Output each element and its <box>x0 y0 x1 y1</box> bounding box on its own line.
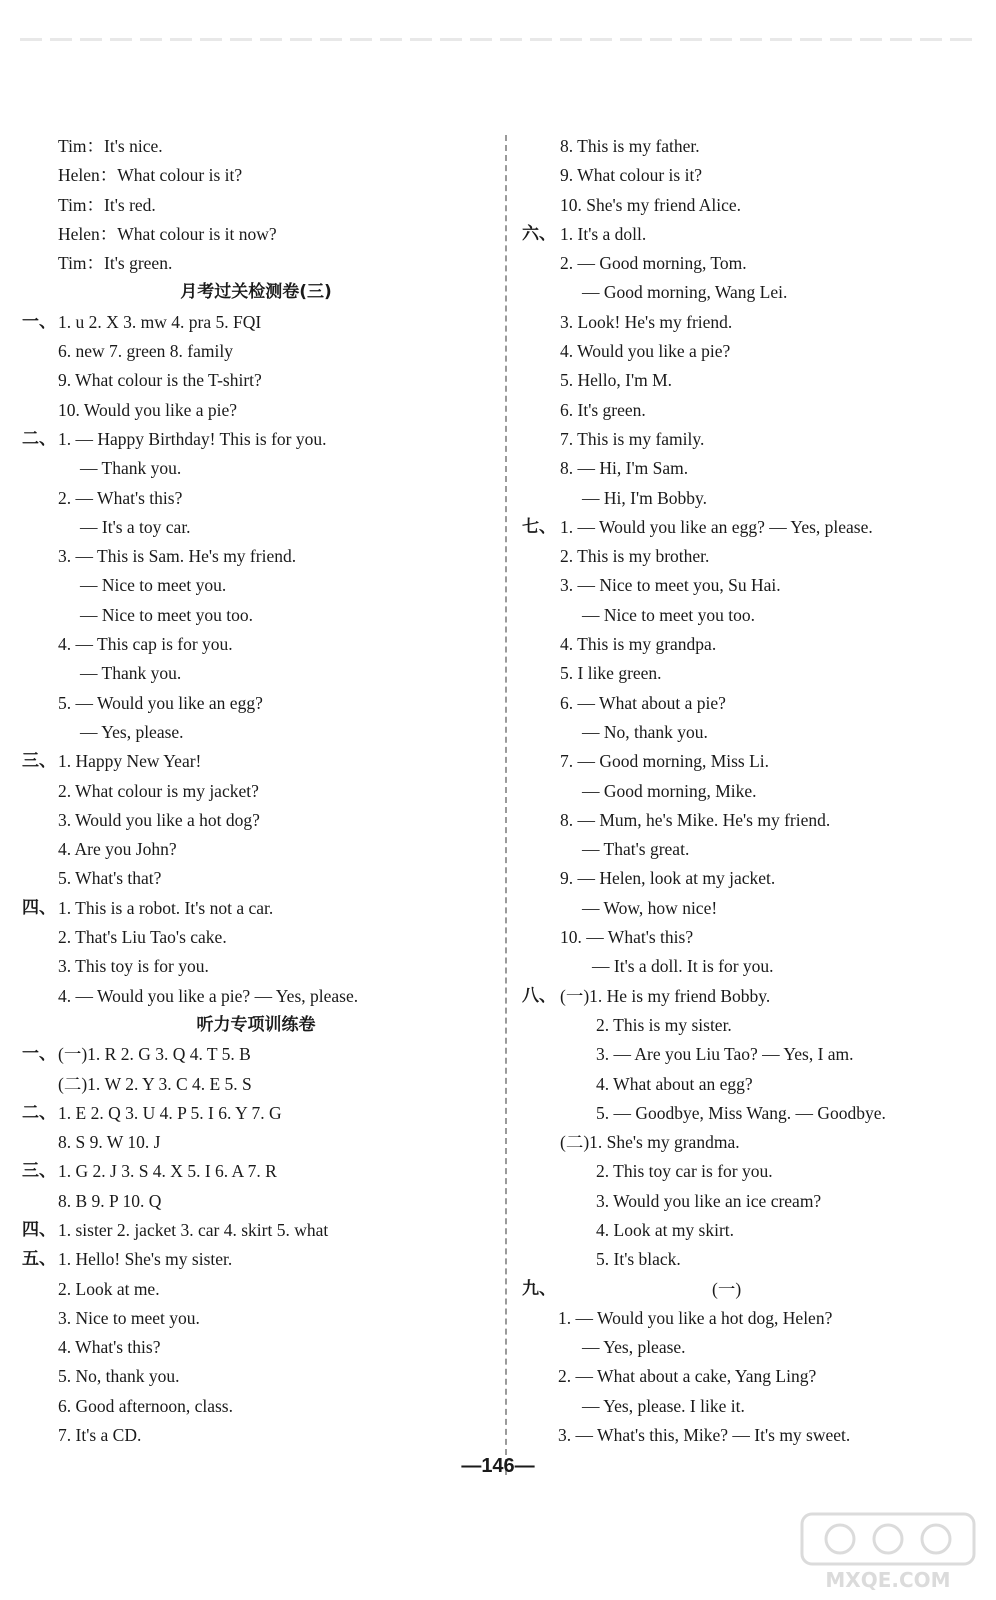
answer-text: 5. It's black. <box>596 1249 681 1270</box>
answer-text: 8. This is my father. <box>560 136 700 156</box>
answer-line <box>522 777 982 806</box>
column-divider <box>505 135 507 1475</box>
section-marker: 一、 <box>22 311 56 332</box>
answer-text: 3. Look! He's my friend. <box>560 311 733 332</box>
answer-text: 1. G 2. J 3. S 4. X 5. I 6. A 7. R <box>58 1161 277 1182</box>
answer-text: 6. new 7. green 8. family <box>58 341 233 362</box>
answer-line <box>522 1421 982 1450</box>
answer-line <box>22 718 490 747</box>
answer-line <box>22 454 490 483</box>
answer-line <box>22 337 490 366</box>
answer-line <box>22 484 490 513</box>
answer-text: 4. Are you John? <box>58 839 177 860</box>
section-marker: 二、 <box>22 1102 56 1123</box>
answer-text: 7. It's a CD. <box>58 1425 142 1446</box>
answer-text: 3. Would you like an ice cream? <box>596 1190 822 1211</box>
answer-line <box>22 864 490 893</box>
answer-line <box>522 571 982 600</box>
answer-text: 3. — What's this, Mike? — It's my sweet. <box>558 1425 851 1446</box>
answer-text: 10. — What's this? <box>560 927 694 948</box>
section-marker: 六、 <box>522 223 556 244</box>
answer-line <box>522 308 982 337</box>
answer-text: 9. — Helen, look at my jacket. <box>560 868 776 889</box>
answer-text: 5. — Would you like an egg? <box>58 692 263 713</box>
answer-line <box>522 1245 982 1274</box>
answer-line <box>522 923 982 952</box>
answer-line <box>22 806 490 835</box>
answer-text: 4. What's this? <box>58 1337 161 1358</box>
answer-line <box>22 132 490 161</box>
answer-line <box>22 1333 490 1362</box>
answer-text: Tim：It's nice. <box>58 136 163 156</box>
answer-line <box>522 864 982 893</box>
answer-line <box>22 835 490 864</box>
answer-line <box>22 630 490 659</box>
answer-text: 5. Hello, I'm M. <box>560 370 673 391</box>
answer-line <box>22 425 490 454</box>
answer-text: (一)1. R 2. G 3. Q 4. T 5. B <box>58 1044 251 1065</box>
answer-text: — Yes, please. I like it. <box>582 1395 745 1416</box>
answer-line <box>22 396 490 425</box>
answer-text: 2. Look at me. <box>58 1278 160 1299</box>
answer-text: 2. That's Liu Tao's cake. <box>58 927 227 948</box>
answer-text: 8. S 9. W 10. J <box>58 1132 161 1153</box>
answer-text: 1. This is a robot. It's not a car. <box>58 897 274 918</box>
answer-text: Tim：It's green. <box>58 253 173 274</box>
section-marker: 二、 <box>22 428 56 449</box>
answer-text: 4. — This cap is for you. <box>58 634 233 655</box>
answer-text: 1. It's a doll. <box>560 223 647 244</box>
answer-text: 2. This is my sister. <box>596 1014 732 1035</box>
answer-line <box>522 191 982 220</box>
answer-text: — Thank you. <box>80 458 182 479</box>
answer-line <box>522 542 982 571</box>
answer-line <box>22 1392 490 1421</box>
answer-text: 9. What colour is the T-shirt? <box>58 370 262 391</box>
header-rule <box>20 38 976 41</box>
answer-line <box>22 982 490 1011</box>
answer-line <box>22 513 490 542</box>
answer-line <box>522 952 982 981</box>
answer-line <box>22 1275 490 1304</box>
answer-line <box>22 571 490 600</box>
section-marker: 四、 <box>22 1219 56 1240</box>
answer-text: 4. Look at my skirt. <box>596 1219 735 1240</box>
answer-text: Helen：What colour is it? <box>58 165 243 186</box>
answer-text: — That's great. <box>582 839 690 860</box>
answer-text: 2. This toy car is for you. <box>596 1161 773 1182</box>
answer-text: 6. It's green. <box>560 399 646 420</box>
answer-text: — Good morning, Wang Lei. <box>582 282 788 303</box>
answer-text: 4. — Would you like a pie? — Yes, please. <box>58 985 359 1006</box>
answer-text: 5. — Goodbye, Miss Wang. — Goodbye. <box>596 1102 886 1123</box>
answer-line <box>522 1157 982 1186</box>
answer-line <box>22 542 490 571</box>
answer-line <box>522 337 982 366</box>
answer-line <box>22 366 490 395</box>
answer-text: 1. Happy New Year! <box>58 751 202 772</box>
answer-line <box>522 835 982 864</box>
answer-text: 1. Hello! She's my sister. <box>58 1249 233 1270</box>
answer-text: 10. She's my friend Alice. <box>560 194 742 215</box>
answer-text: 6. Good afternoon, class. <box>58 1395 233 1416</box>
answer-text: (一) <box>712 1278 742 1299</box>
answer-line <box>522 425 982 454</box>
answer-text: 3. — Are you Liu Tao? — Yes, I am. <box>596 1044 854 1065</box>
answer-text: 1. — Would you like a hot dog, Helen? <box>558 1307 833 1328</box>
answer-text: 10. Would you like a pie? <box>58 399 238 420</box>
section-marker: 七、 <box>522 516 556 537</box>
section-marker: 三、 <box>22 1161 56 1182</box>
answer-text: — Nice to meet you too. <box>80 604 254 625</box>
answer-line <box>522 454 982 483</box>
answer-line <box>522 630 982 659</box>
answer-line <box>522 161 982 190</box>
answer-line <box>522 1392 982 1421</box>
answer-line <box>522 601 982 630</box>
answer-line <box>522 249 982 278</box>
svg-text:MXQE.COM: MXQE.COM <box>825 1568 951 1592</box>
answer-line <box>522 659 982 688</box>
answer-text: (一)1. He is my friend Bobby. <box>560 985 771 1006</box>
answer-text: 4. Would you like a pie? <box>560 341 731 362</box>
answer-text: — It's a doll. It is for you. <box>592 956 774 977</box>
answer-line <box>22 1421 490 1450</box>
answer-text: 1. E 2. Q 3. U 4. P 5. I 6. Y 7. G <box>58 1102 282 1123</box>
answer-line <box>522 894 982 923</box>
answer-line <box>22 191 490 220</box>
answer-text: — Yes, please. <box>582 1337 686 1358</box>
answer-text: — Wow, how nice! <box>582 897 718 918</box>
answer-text: 3. — This is Sam. He's my friend. <box>58 546 297 567</box>
answer-line <box>522 1099 982 1128</box>
answer-text: 3. — Nice to meet you, Su Hai. <box>560 575 781 596</box>
answer-text: — It's a toy car. <box>80 516 191 537</box>
answer-text: 2. This is my brother. <box>560 546 710 567</box>
answer-text: Tim：It's red. <box>58 194 156 215</box>
answer-text: (二)1. W 2. Y 3. C 4. E 5. S <box>58 1073 252 1094</box>
answer-line <box>522 1011 982 1040</box>
answer-line <box>22 689 490 718</box>
answer-line <box>522 132 982 161</box>
answer-line <box>522 718 982 747</box>
answer-line <box>22 601 490 630</box>
answer-line <box>22 1157 490 1186</box>
answer-line <box>22 220 490 249</box>
answer-line <box>22 659 490 688</box>
answer-line <box>22 161 490 190</box>
answer-text: 2. — What about a cake, Yang Ling? <box>558 1366 817 1387</box>
answer-line <box>22 1099 490 1128</box>
answer-text: 2. — What's this? <box>58 487 183 508</box>
answer-text: 4. This is my grandpa. <box>560 634 717 655</box>
section-marker: 八、 <box>522 985 556 1006</box>
watermark-logo <box>800 1512 976 1592</box>
answer-text: (二)1. She's my grandma. <box>560 1132 740 1153</box>
answer-line <box>522 1216 982 1245</box>
answer-line <box>22 1362 490 1391</box>
left-column <box>22 132 490 1450</box>
answer-line <box>522 1304 982 1333</box>
section-marker: 一、 <box>22 1044 56 1065</box>
answer-line <box>522 1128 982 1157</box>
answer-text: 8. — Mum, he's Mike. He's my friend. <box>560 809 831 830</box>
answer-text: Helen：What colour is it now? <box>58 223 277 244</box>
answer-text: 8. B 9. P 10. Q <box>58 1190 162 1211</box>
answer-line <box>522 396 982 425</box>
answer-text: 8. — Hi, I'm Sam. <box>560 458 689 479</box>
answer-line <box>522 1333 982 1362</box>
answer-text: 3. Nice to meet you. <box>58 1307 200 1328</box>
answer-line <box>522 1275 982 1304</box>
answer-line <box>22 747 490 776</box>
answer-text: — Hi, I'm Bobby. <box>582 487 708 508</box>
answer-line <box>522 747 982 776</box>
answer-text: 1. u 2. X 3. mw 4. pra 5. FQI <box>58 311 262 332</box>
answer-line <box>522 278 982 307</box>
answer-line <box>22 1040 490 1069</box>
answer-text: 6. — What about a pie? <box>560 692 726 713</box>
answer-text: 1. sister 2. jacket 3. car 4. skirt 5. what <box>58 1219 329 1240</box>
page-number: —146— <box>461 1455 535 1477</box>
answer-text: 5. What's that? <box>58 868 162 889</box>
answer-text: 2. What colour is my jacket? <box>58 780 259 801</box>
answer-text: 3. This toy is for you. <box>58 956 209 977</box>
answer-line <box>22 1070 490 1099</box>
section-title: 听力专项训练卷 <box>196 1014 316 1035</box>
answer-line <box>22 952 490 981</box>
answer-text: 2. — Good morning, Tom. <box>560 253 747 274</box>
answer-line <box>22 1187 490 1216</box>
answer-text: — Good morning, Mike. <box>582 780 757 801</box>
answer-line <box>522 689 982 718</box>
answer-line <box>522 1070 982 1099</box>
answer-text: 4. What about an egg? <box>596 1073 753 1094</box>
answer-text: 1. — Would you like an egg? — Yes, please. <box>560 516 873 537</box>
answer-text: 1. — Happy Birthday! This is for you. <box>58 428 327 449</box>
answer-line <box>22 1128 490 1157</box>
answer-text: 5. No, thank you. <box>58 1366 180 1387</box>
answer-line <box>522 484 982 513</box>
section-marker: 九、 <box>522 1278 556 1299</box>
answer-line <box>22 923 490 952</box>
section-marker: 四、 <box>22 897 56 918</box>
answer-text: — Nice to meet you too. <box>582 604 756 625</box>
answer-line <box>22 308 490 337</box>
answer-line <box>522 220 982 249</box>
answer-text: — No, thank you. <box>582 721 708 742</box>
section-title: 月考过关检测卷(三) <box>180 282 332 303</box>
answer-line <box>522 1362 982 1391</box>
answer-line <box>522 366 982 395</box>
right-column <box>522 132 982 1450</box>
answer-line <box>22 894 490 923</box>
answer-text: 5. I like green. <box>560 663 662 684</box>
answer-line <box>522 806 982 835</box>
answer-line <box>522 982 982 1011</box>
answer-line <box>22 1245 490 1274</box>
answer-text: — Thank you. <box>80 663 182 684</box>
answer-text: 7. This is my family. <box>560 428 705 449</box>
section-marker: 五、 <box>22 1249 56 1270</box>
answer-text: — Yes, please. <box>80 721 184 742</box>
answer-text: 7. — Good morning, Miss Li. <box>560 751 770 772</box>
answer-line <box>522 513 982 542</box>
answer-line <box>22 249 490 278</box>
answer-text: 3. Would you like a hot dog? <box>58 809 260 830</box>
section-marker: 三、 <box>22 751 56 772</box>
answer-line <box>22 1216 490 1245</box>
answer-text: — Nice to meet you. <box>80 575 227 596</box>
answer-line <box>22 777 490 806</box>
answer-text: 9. What colour is it? <box>560 165 703 186</box>
answer-line <box>22 1304 490 1333</box>
answer-line <box>522 1040 982 1069</box>
answer-line <box>522 1187 982 1216</box>
